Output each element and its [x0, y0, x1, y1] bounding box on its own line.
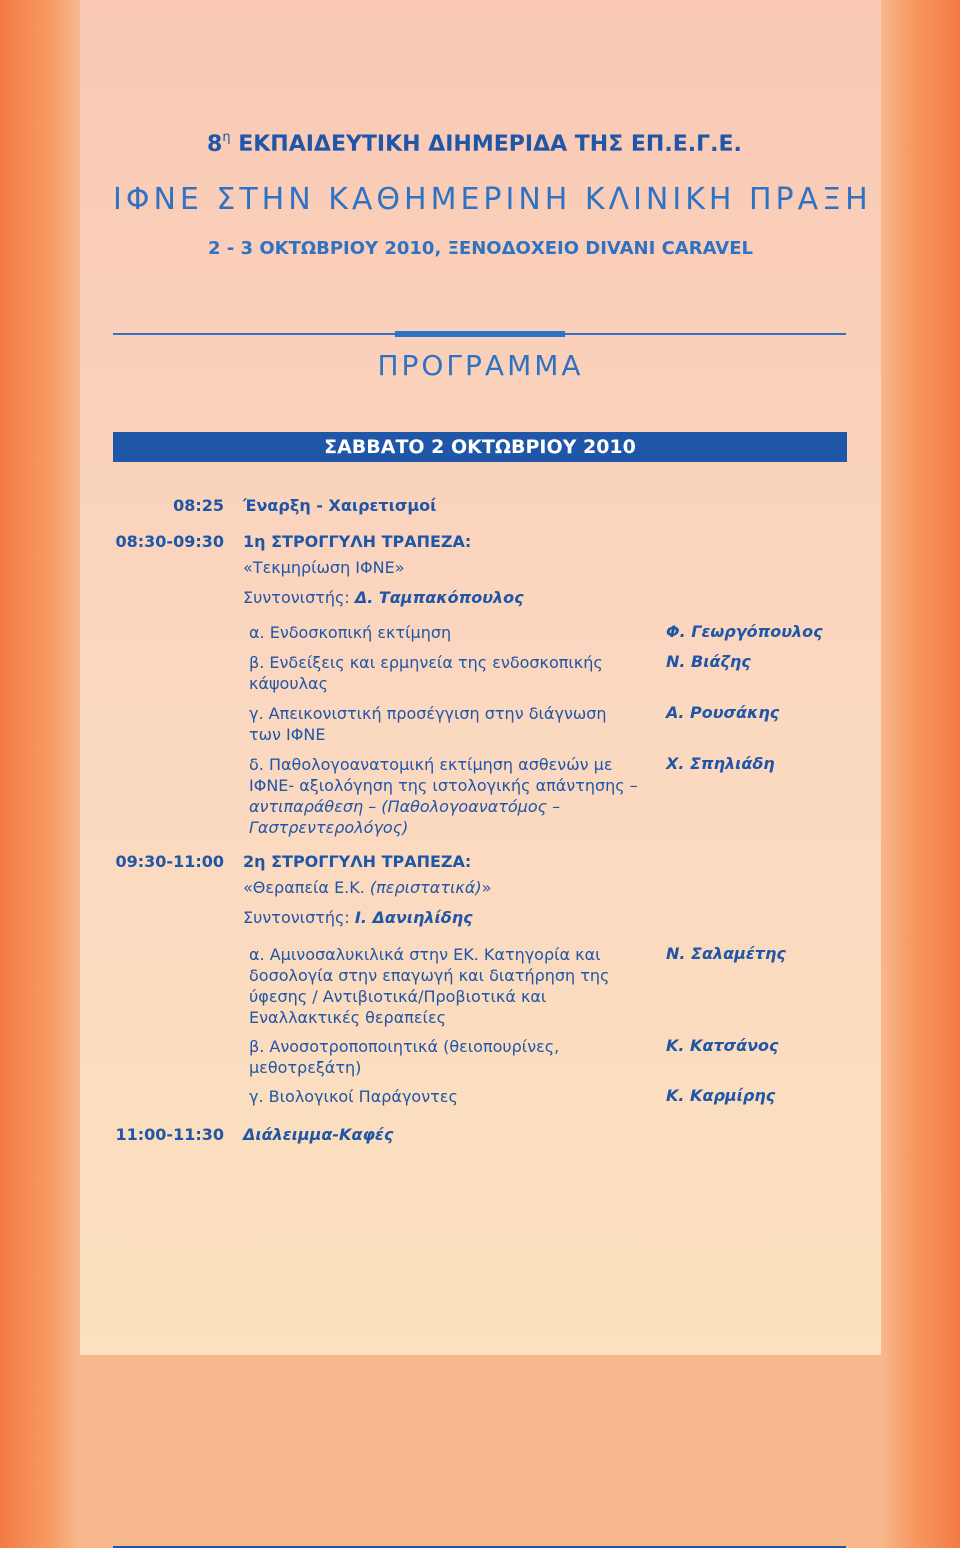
agenda-item-text: δ. Παθολογοανατομική εκτίμηση ασθενών με ΙΦΝΕ- αξιολόγηση της ιστολογικής απάντησης — [249, 755, 630, 795]
session-title: 1η ΣΤΡΟΓΓΥΛΗ ΤΡΑΠΕΖΑ: — [243, 532, 472, 551]
speaker-name: Κ. Κατσάνος — [666, 1036, 779, 1055]
speaker-name: Ν. Σαλαμέτης — [666, 944, 786, 963]
session-title: Διάλειμμα-Καφές — [243, 1125, 394, 1144]
program-title: ΠΡΟΓΡΑΜΜΑ — [377, 349, 584, 382]
session-time: 08:25 — [173, 496, 224, 515]
session-subtitle — [243, 878, 491, 897]
edition-heading — [207, 132, 742, 157]
divider-accent — [395, 331, 565, 337]
session-time: 08:30-09:30 — [115, 532, 224, 551]
session-subtitle: «Τεκμηρίωση ΙΦΝΕ» — [243, 558, 405, 577]
speaker-name: Ν. Βιάζης — [666, 652, 751, 671]
speaker-name: Κ. Καρμίρης — [666, 1086, 776, 1105]
edition-text: ΕΚΠΑΙΔΕΥΤΙΚΗ ΔΙΗΜΕΡΙΔΑ ΤΗΣ ΕΠ.Ε.Γ.Ε. — [230, 132, 742, 157]
coordinator-name: Δ. Ταμπακόπουλος — [354, 588, 524, 607]
speaker-name: Α. Ρουσάκης — [666, 703, 780, 722]
session-title: Έναρξη - Χαιρετισμοί — [243, 496, 437, 515]
agenda-item — [249, 754, 644, 838]
coordinator-name: Ι. Δανιηλίδης — [354, 908, 473, 927]
agenda-item: γ. Βιολογικοί Παράγοντες — [249, 1087, 458, 1106]
coordinator-label: Συντονιστής: — [243, 588, 355, 607]
speaker-name: Χ. Σπηλιάδη — [666, 754, 775, 773]
speaker-name: Φ. Γεωργόπουλος — [666, 622, 823, 641]
edition-superscript: η — [222, 130, 231, 145]
agenda-item: α. Αμινοσαλυκιλικά στην ΕΚ. Κατηγορία και δοσολογία στην επαγωγή και διατήρηση της ύφεσης / Αντιβιοτικά/Προβιοτικά και Εναλλακτικές θεραπείες — [249, 945, 610, 1027]
agenda-item: α. Ενδοσκοπική εκτίμηση — [249, 623, 452, 642]
event-title: ΙΦΝΕ ΣΤΗΝ ΚΑΘΗΜΕΡΙΝΗ ΚΛΙΝΙΚΗ ΠΡΑΞΗ — [113, 182, 872, 217]
session-time: 09:30-11:00 — [115, 852, 224, 871]
session-title: 2η ΣΤΡΟΓΓΥΛΗ ΤΡΑΠΕΖΑ: — [243, 852, 472, 871]
agenda-item: β. Ενδείξεις και ερμηνεία της ενδοσκοπικής κάψουλας — [249, 653, 603, 693]
coordinator-line — [243, 588, 524, 607]
day-banner: ΣΑΒΒΑΤΟ 2 ΟΚΤΩΒΡΙΟΥ 2010 — [113, 432, 847, 462]
coordinator-label: Συντονιστής: — [243, 908, 355, 927]
session-subtitle-b: (περιστατικά) — [369, 878, 482, 897]
session-time: 11:00-11:30 — [115, 1125, 224, 1144]
agenda-item: β. Ανοσοτροποποιητικά (θειοπουρίνες, μεθοτρεξάτη) — [249, 1037, 560, 1077]
agenda-item: γ. Απεικονιστική προσέγγιση στην διάγνωση των ΙΦΝΕ — [249, 704, 607, 744]
session-subtitle-c: » — [481, 878, 492, 897]
edition-number: 8 — [207, 132, 223, 157]
coordinator-line — [243, 908, 473, 927]
event-dates: 2 - 3 ΟΚΤΩΒΡΙΟΥ 2010, ΞΕΝΟΔΟΧΕΙΟ DIVANI CARAVEL — [208, 238, 753, 259]
session-subtitle-a: «Θεραπεία Ε.Κ. — [243, 878, 370, 897]
agenda-item-italic: – αντιπαράθεση – (Παθολογοανατόμος – Γαστρεντερολόγος) — [249, 776, 638, 837]
